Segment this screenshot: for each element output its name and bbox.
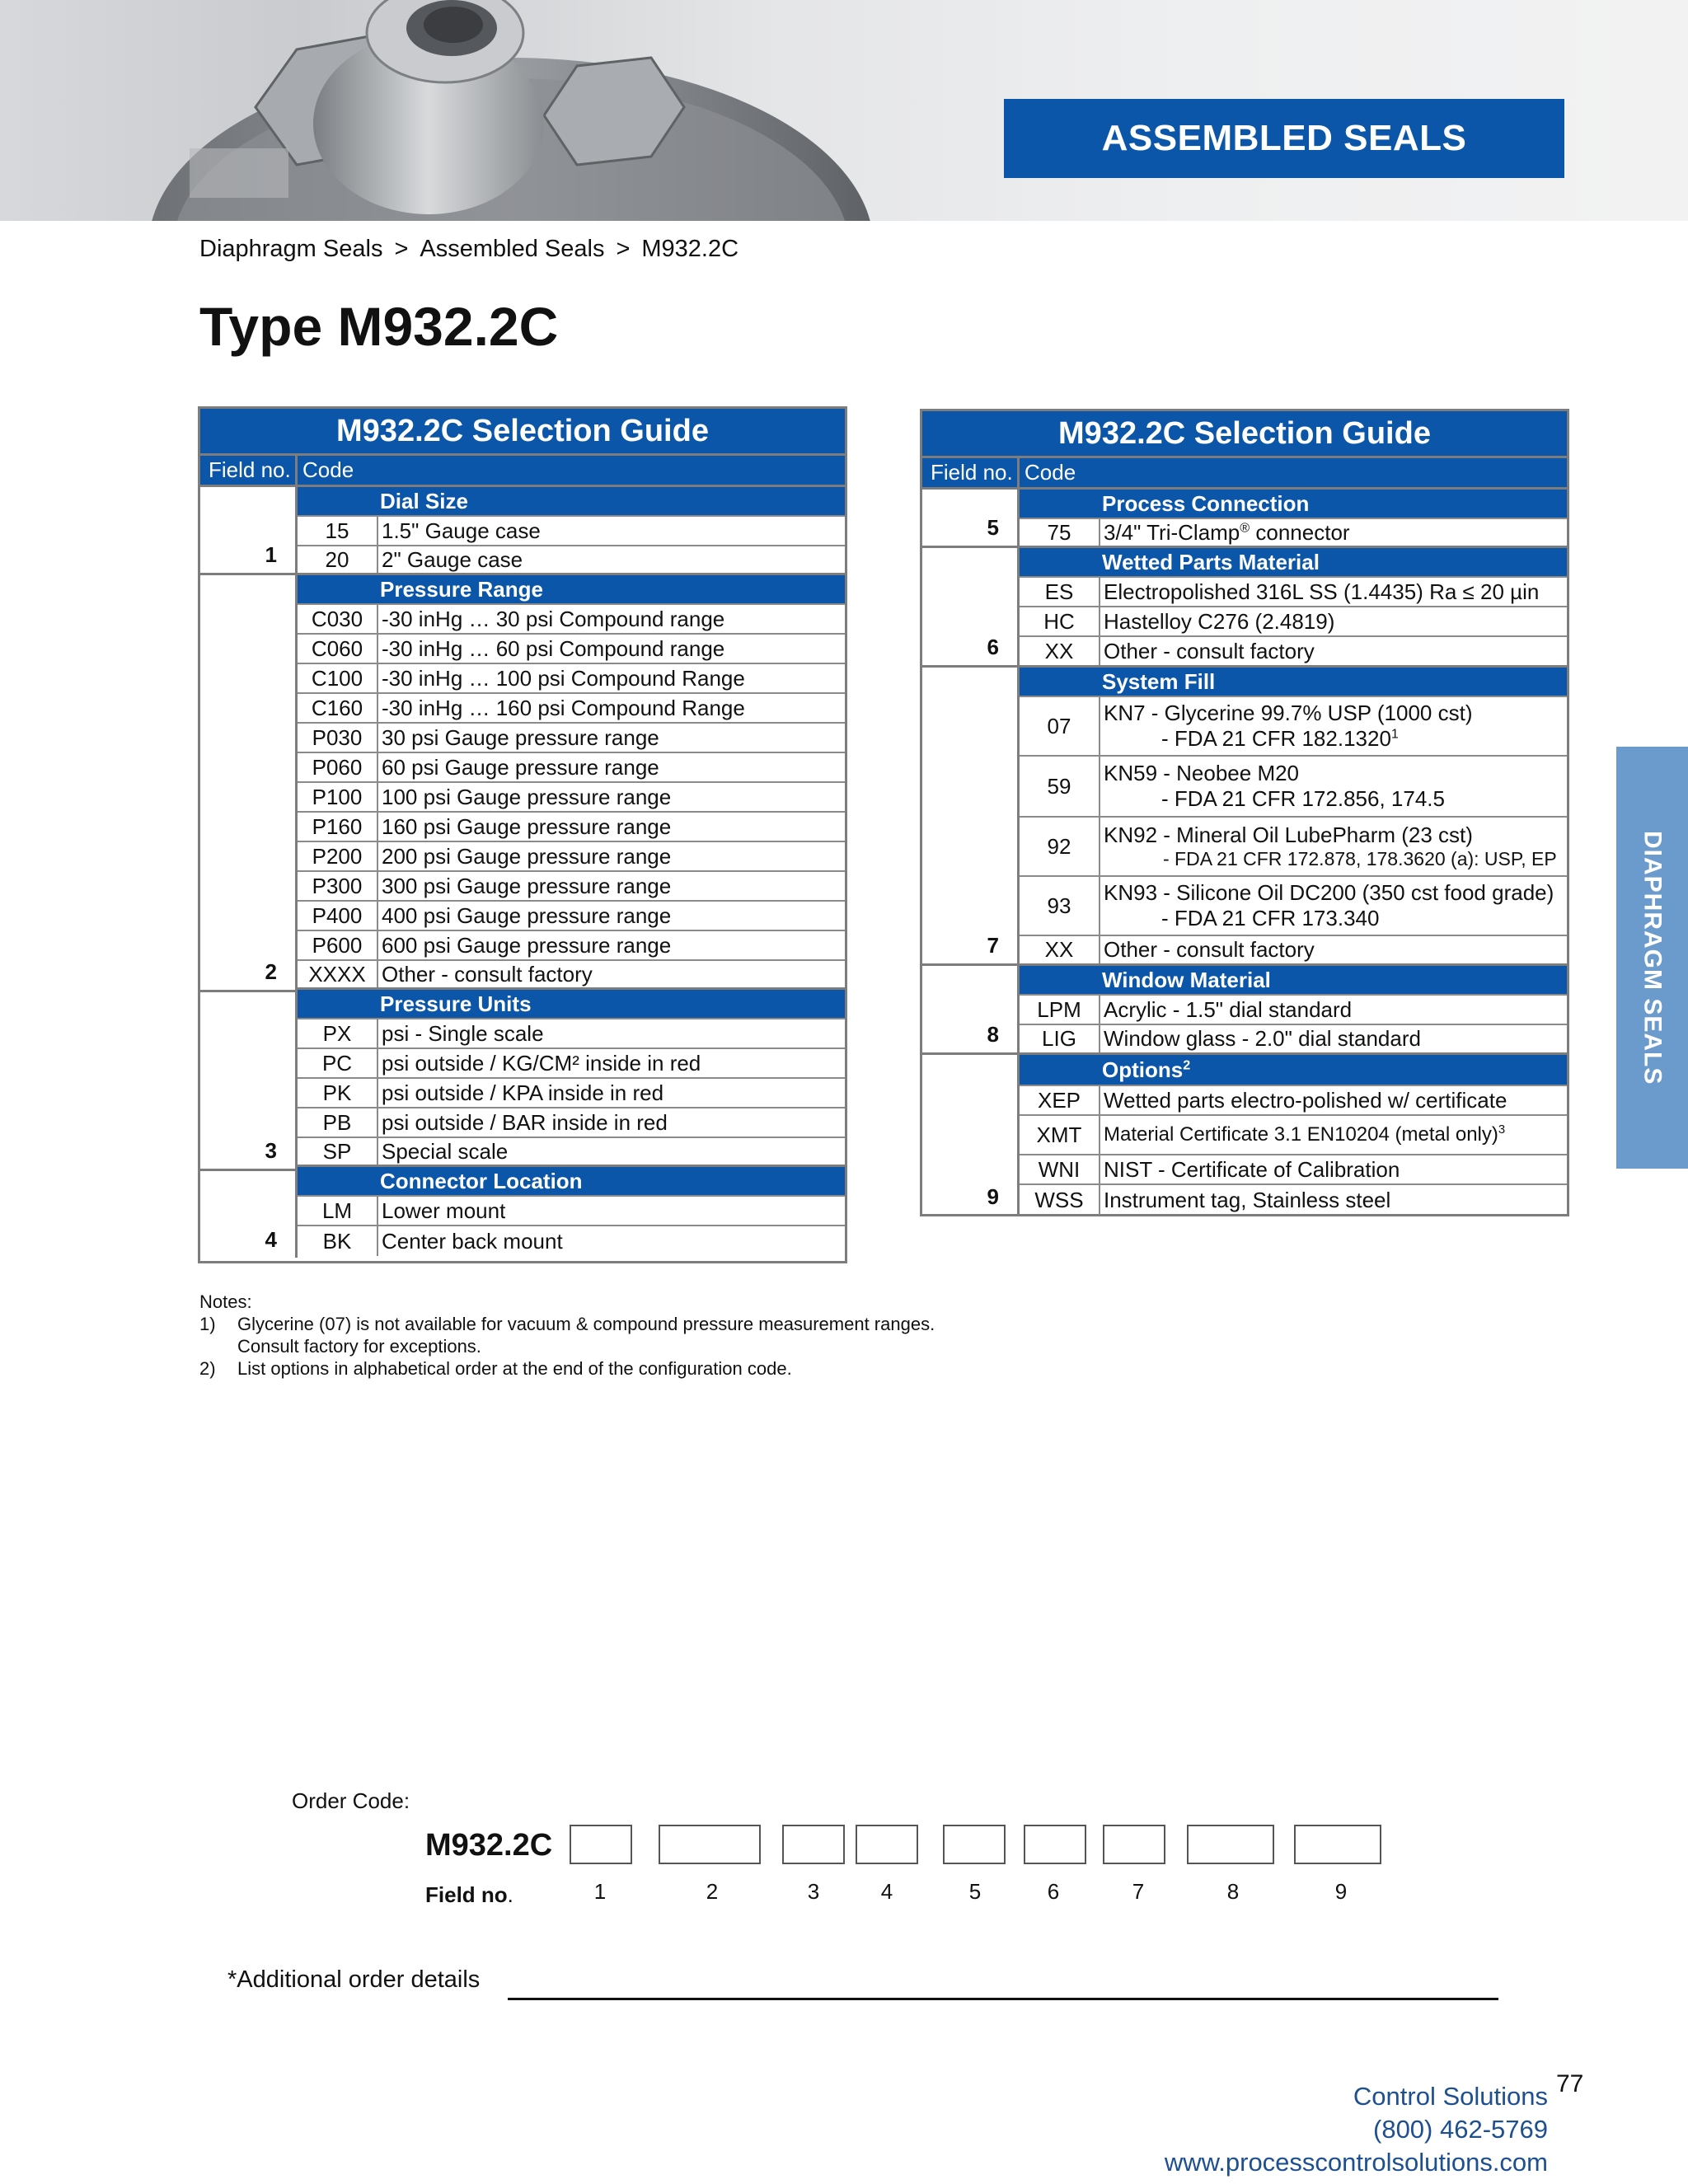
option-desc: Hastelloy C276 (2.4819) — [1104, 608, 1335, 634]
option-code: WNI — [1020, 1155, 1100, 1183]
column-field-no: Field no. — [922, 458, 1020, 487]
option-desc — [1100, 519, 1350, 546]
table-row — [1020, 1086, 1567, 1116]
table-row — [298, 1226, 845, 1256]
notes — [199, 1291, 935, 1380]
table-row — [298, 961, 845, 990]
order-field-3-box[interactable] — [782, 1825, 845, 1864]
option-desc — [1100, 757, 1445, 816]
option-desc: 2" Gauge case — [382, 546, 523, 572]
option-desc: 300 psi Gauge pressure range — [382, 873, 672, 898]
option-code: XX — [1020, 936, 1100, 963]
option-desc-line: KN7 - Glycerine 99.7% USP (1000 cst) — [1104, 701, 1473, 725]
table-row — [298, 1108, 845, 1138]
section-row — [1020, 548, 1567, 578]
option-desc: psi outside / KG/CM² inside in red — [382, 1050, 701, 1076]
table-row — [298, 1019, 845, 1049]
option-desc: Wetted parts electro-polished w/ certificate — [1104, 1087, 1507, 1113]
field-number-label: 2 — [706, 1879, 719, 1904]
order-field-8-box[interactable] — [1187, 1825, 1274, 1864]
option-code: XXXX — [298, 961, 378, 987]
section-row — [298, 487, 845, 517]
selection-guide-left — [198, 406, 847, 1263]
table-row — [1020, 1025, 1567, 1055]
option-desc: psi outside / BAR inside in red — [382, 1109, 668, 1135]
option-code: C100 — [298, 664, 378, 692]
table-row — [1020, 1116, 1567, 1155]
banner-title: ASSEMBLED SEALS — [1004, 99, 1564, 178]
field-number-label: 7 — [1132, 1879, 1145, 1904]
option-code: C060 — [298, 635, 378, 663]
option-desc: 1.5" Gauge case — [382, 518, 541, 543]
additional-order-details-line[interactable] — [508, 1998, 1498, 2000]
option-code: P160 — [298, 813, 378, 841]
field-number-label: 6 — [1047, 1879, 1060, 1904]
section-row — [298, 990, 845, 1019]
breadcrumb — [199, 236, 738, 263]
notes-heading: Notes: — [199, 1291, 252, 1312]
section-title: Process Connection — [1102, 490, 1310, 516]
table-row — [298, 1079, 845, 1108]
option-code: 92 — [1020, 818, 1100, 875]
footnote-ref: 1 — [1390, 726, 1399, 742]
order-field-7-box[interactable] — [1103, 1825, 1165, 1864]
option-desc: psi outside / KPA inside in red — [382, 1080, 664, 1105]
breadcrumb-separator: > — [394, 236, 409, 262]
option-code: 75 — [1020, 519, 1100, 546]
registered-mark: ® — [1240, 519, 1250, 535]
field-group-7 — [922, 668, 1017, 966]
option-desc-line: KN59 - Neobee M20 — [1104, 761, 1300, 785]
option-code: SP — [298, 1138, 378, 1165]
breadcrumb-item-current: M932.2C — [641, 236, 739, 262]
section-title: System Fill — [1102, 668, 1216, 694]
option-code: 59 — [1020, 757, 1100, 816]
option-desc: Acrylic - 1.5" dial standard — [1104, 996, 1353, 1022]
option-desc: 160 psi Gauge pressure range — [382, 813, 672, 839]
column-code: Code — [302, 457, 354, 482]
field-group-8 — [922, 966, 1017, 1055]
section-title: Pressure Range — [380, 576, 543, 602]
field-number: 8 — [987, 1022, 999, 1047]
footer-company: Control Solutions — [1353, 2082, 1548, 2111]
option-desc-subline — [1104, 726, 1472, 752]
guide-column-header — [922, 458, 1567, 490]
option-desc: -30 inHg … 100 psi Compound Range — [382, 665, 745, 691]
footer-contact — [1165, 2080, 1548, 2179]
breadcrumb-separator: > — [616, 236, 631, 262]
option-code: PX — [298, 1019, 378, 1047]
guide-column-header — [200, 456, 845, 487]
field-number: 2 — [265, 959, 277, 984]
option-desc: Other - consult factory — [382, 961, 593, 987]
option-desc-line: KN93 - Silicone Oil DC200 (350 cst food grade) — [1104, 880, 1554, 905]
note-item — [199, 1357, 935, 1380]
section-title-text: Options — [1102, 1057, 1184, 1082]
option-desc: Other - consult factory — [1104, 638, 1315, 663]
option-code: 20 — [298, 546, 378, 573]
section-title: Window Material — [1102, 967, 1271, 992]
option-desc: 100 psi Gauge pressure range — [382, 784, 672, 809]
table-row — [298, 783, 845, 813]
table-row — [298, 1138, 845, 1167]
note-number: 1) — [199, 1314, 216, 1334]
note-number: 2) — [199, 1358, 216, 1379]
option-code: 07 — [1020, 697, 1100, 755]
option-code: LM — [298, 1197, 378, 1225]
note-item — [199, 1313, 935, 1335]
option-desc: -30 inHg … 30 psi Compound range — [382, 606, 725, 631]
field-group-5 — [922, 490, 1017, 548]
table-row — [298, 605, 845, 635]
field-no-label — [425, 1882, 513, 1908]
option-code: C030 — [298, 605, 378, 633]
option-desc-text: Material Certificate 3.1 EN10204 (metal only) — [1104, 1123, 1498, 1146]
table-row — [298, 753, 845, 783]
option-code: 93 — [1020, 877, 1100, 935]
option-desc-subline: - FDA 21 CFR 172.856, 174.5 — [1161, 786, 1445, 811]
table-row — [1020, 1185, 1567, 1215]
table-row — [298, 546, 845, 575]
field-number: 4 — [265, 1227, 277, 1252]
field-group-4 — [200, 1171, 295, 1258]
footer-website[interactable]: www.processcontrolsolutions.com — [1164, 2148, 1548, 2177]
field-number: 1 — [265, 542, 277, 567]
field-number-label: 4 — [880, 1879, 893, 1904]
table-row — [298, 931, 845, 961]
option-code: P400 — [298, 902, 378, 930]
field-group-3 — [200, 992, 295, 1171]
table-row — [298, 635, 845, 664]
order-field-5-box[interactable] — [943, 1825, 1006, 1864]
table-row — [1020, 936, 1567, 966]
option-desc: Electropolished 316L SS (1.4435) Ra ≤ 20 µin — [1104, 579, 1540, 604]
table-row — [1020, 1155, 1567, 1185]
field-column — [922, 490, 1020, 1215]
table-row — [1020, 818, 1567, 877]
option-desc-text: connector — [1250, 519, 1350, 545]
header-banner — [0, 0, 1688, 221]
field-number-label: 5 — [968, 1879, 982, 1904]
selection-guide-right — [920, 409, 1569, 1216]
option-code: WSS — [1020, 1185, 1100, 1215]
field-number: 7 — [987, 933, 999, 958]
option-desc: -30 inHg … 160 psi Compound Range — [382, 695, 745, 720]
order-code-label: Order Code: — [292, 1788, 410, 1813]
section-row — [1020, 966, 1567, 996]
order-field-6-box[interactable] — [1024, 1825, 1086, 1864]
table-row — [1020, 996, 1567, 1025]
table-row — [298, 724, 845, 753]
order-model: M932.2C — [425, 1828, 553, 1863]
option-code: P100 — [298, 783, 378, 811]
seal-photo-illustration — [0, 0, 907, 221]
option-desc: 60 psi Gauge pressure range — [382, 754, 659, 780]
field-number: 5 — [987, 515, 999, 540]
option-desc-text: 3/4" Tri-Clamp — [1104, 519, 1240, 545]
option-desc: Center back mount — [382, 1228, 563, 1254]
option-code: P300 — [298, 872, 378, 900]
option-desc: Instrument tag, Stainless steel — [1104, 1187, 1391, 1212]
option-desc-line: KN92 - Mineral Oil LubePharm (23 cst) — [1104, 823, 1473, 847]
order-field-9-box[interactable] — [1294, 1825, 1381, 1864]
option-desc: Lower mount — [382, 1197, 506, 1223]
section-row — [1020, 1055, 1567, 1086]
order-field-1-box[interactable] — [570, 1825, 632, 1864]
section-title — [1099, 1055, 1190, 1085]
option-code: XEP — [1020, 1086, 1100, 1114]
table-row — [298, 517, 845, 546]
section-row — [1020, 490, 1567, 519]
option-code: HC — [1020, 607, 1100, 635]
section-row — [1020, 668, 1567, 697]
option-desc — [1100, 697, 1472, 755]
option-code: P060 — [298, 753, 378, 781]
order-field-2-box[interactable] — [659, 1825, 761, 1864]
breadcrumb-item-assembled-seals[interactable]: Assembled Seals — [420, 236, 605, 262]
option-desc: -30 inHg … 60 psi Compound range — [382, 635, 725, 661]
section-title: Wetted Parts Material — [1102, 549, 1320, 574]
table-row — [298, 1049, 845, 1079]
field-no-label-text: Field no — [425, 1882, 508, 1907]
field-no-label-dot: . — [507, 1882, 513, 1907]
option-code: 15 — [298, 517, 378, 545]
field-group-1 — [200, 487, 295, 575]
option-code: BK — [298, 1226, 378, 1256]
field-number-label: 1 — [593, 1879, 607, 1904]
option-desc — [1100, 877, 1554, 935]
section-title: Pressure Units — [380, 991, 532, 1016]
section-row — [298, 1167, 845, 1197]
option-code: ES — [1020, 578, 1100, 606]
field-number-label: 9 — [1334, 1879, 1348, 1904]
field-number: 9 — [987, 1184, 999, 1209]
footer-phone[interactable]: (800) 462-5769 — [1373, 2115, 1548, 2144]
option-desc — [1100, 1116, 1505, 1154]
option-code: C160 — [298, 694, 378, 722]
field-column — [200, 487, 298, 1258]
option-desc: NIST - Certificate of Calibration — [1104, 1156, 1400, 1182]
note-text: List options in alphabetical order at the end of the configuration code. — [237, 1358, 792, 1379]
option-code: P200 — [298, 842, 378, 870]
side-tab-label: DIAPHRAGM SEALS — [1639, 830, 1667, 1085]
option-desc-subline: - FDA 21 CFR 172.878, 178.3620 (a): USP, EP — [1163, 848, 1557, 869]
table-row — [1020, 697, 1567, 757]
guide-title: M932.2C Selection Guide — [922, 411, 1567, 458]
option-desc-text: - FDA 21 CFR 182.1320 — [1161, 726, 1391, 751]
page-number: 77 — [1556, 2070, 1584, 2097]
option-code: PK — [298, 1079, 378, 1107]
table-row — [1020, 607, 1567, 637]
option-code: XX — [1020, 637, 1100, 665]
section-row — [298, 575, 845, 605]
field-group-6 — [922, 548, 1017, 668]
field-number: 6 — [987, 635, 999, 659]
option-code: P600 — [298, 931, 378, 959]
column-field-no: Field no. — [200, 456, 298, 485]
option-code: LPM — [1020, 996, 1100, 1024]
table-row — [298, 664, 845, 694]
option-code: LIG — [1020, 1025, 1100, 1052]
table-row — [298, 813, 845, 842]
option-desc: 400 psi Gauge pressure range — [382, 902, 672, 928]
page-title: Type M932.2C — [199, 296, 559, 357]
field-number-label: 8 — [1226, 1879, 1240, 1904]
field-group-2 — [200, 575, 295, 992]
table-row — [1020, 757, 1567, 818]
option-desc: Window glass - 2.0" dial standard — [1104, 1026, 1421, 1051]
table-row — [298, 902, 845, 931]
breadcrumb-item-diaphragm-seals[interactable]: Diaphragm Seals — [199, 236, 383, 262]
footnote-ref: 3 — [1498, 1123, 1506, 1137]
guide-title: M932.2C Selection Guide — [200, 409, 845, 456]
note-text: Glycerine (07) is not available for vacuum & compound pressure measurement ranges. — [237, 1314, 935, 1334]
order-field-4-box[interactable] — [856, 1825, 918, 1864]
field-number: 3 — [265, 1138, 277, 1163]
additional-order-details-label: *Additional order details — [227, 1966, 481, 1993]
table-row — [1020, 519, 1567, 548]
table-row — [1020, 877, 1567, 936]
option-desc-subline: - FDA 21 CFR 173.340 — [1161, 906, 1380, 930]
option-desc: 600 psi Gauge pressure range — [382, 932, 672, 958]
side-tab-diaphragm-seals[interactable] — [1616, 747, 1688, 1169]
option-code: PB — [298, 1108, 378, 1137]
footnote-ref: 2 — [1183, 1057, 1191, 1072]
section-title: Dial Size — [380, 488, 468, 513]
option-code: XMT — [1020, 1116, 1100, 1154]
section-title: Connector Location — [380, 1168, 583, 1193]
table-row — [1020, 637, 1567, 668]
option-code: PC — [298, 1049, 378, 1077]
option-desc: Other - consult factory — [1104, 937, 1315, 962]
option-desc: 30 psi Gauge pressure range — [382, 724, 659, 750]
table-row — [298, 872, 845, 902]
option-desc: 200 psi Gauge pressure range — [382, 843, 672, 869]
note-continuation: Consult factory for exceptions. — [237, 1336, 481, 1357]
table-row — [298, 1197, 845, 1226]
table-row — [298, 842, 845, 872]
column-code: Code — [1025, 460, 1076, 485]
option-desc: psi - Single scale — [382, 1020, 544, 1046]
option-desc — [1100, 818, 1557, 875]
option-code: P030 — [298, 724, 378, 752]
field-group-9 — [922, 1055, 1017, 1215]
option-desc: Special scale — [382, 1138, 509, 1164]
table-row — [298, 694, 845, 724]
field-number-label: 3 — [807, 1879, 820, 1904]
table-row — [1020, 578, 1567, 607]
